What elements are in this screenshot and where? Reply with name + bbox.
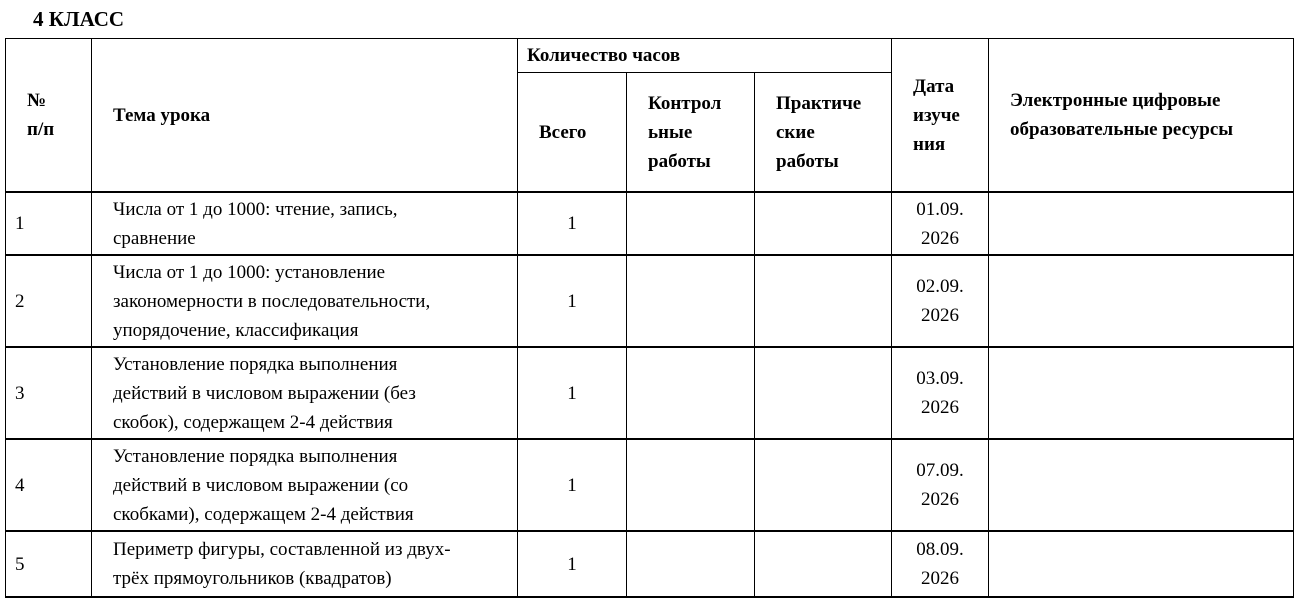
header-study-date: Дата изуче ния: [892, 39, 989, 193]
row-number: 2: [6, 255, 92, 347]
header-topic: Тема урока: [92, 39, 518, 193]
practical-works: [755, 192, 892, 255]
lesson-schedule-table: [5, 38, 1294, 598]
practical-works: [755, 255, 892, 347]
total-hours: 1: [518, 531, 627, 597]
row-number: 4: [6, 439, 92, 531]
header-control-works: Контрол ьные работы: [627, 73, 755, 193]
total-hours: 1: [518, 192, 627, 255]
control-works: [627, 347, 755, 439]
study-date: 02.09. 2026: [892, 255, 989, 347]
control-works: [627, 255, 755, 347]
header-number: № п/п: [6, 39, 92, 193]
control-works: [627, 439, 755, 531]
control-works: [627, 192, 755, 255]
lesson-topic: Установление порядка выполнения действий в числовом выражении (со скобками), содержащем 2-4 действия: [92, 439, 518, 531]
row-number: 5: [6, 531, 92, 597]
total-hours: 1: [518, 347, 627, 439]
lesson-topic: Числа от 1 до 1000: установление закономерности в последовательности, упорядочение, классификация: [92, 255, 518, 347]
digital-resources: [989, 347, 1294, 439]
lesson-topic: Периметр фигуры, составленной из двух- трёх прямоугольников (квадратов): [92, 531, 518, 597]
header-practical-works: Практиче ские работы: [755, 73, 892, 193]
header-total-hours: Всего: [518, 73, 627, 193]
study-date: 03.09. 2026: [892, 347, 989, 439]
lesson-topic: Числа от 1 до 1000: чтение, запись, сравнение: [92, 192, 518, 255]
practical-works: [755, 347, 892, 439]
lesson-topic: Установление порядка выполнения действий в числовом выражении (без скобок), содержащем 2-4 действия: [92, 347, 518, 439]
digital-resources: [989, 531, 1294, 597]
total-hours: 1: [518, 439, 627, 531]
table-row: [6, 347, 1294, 439]
study-date: 08.09. 2026: [892, 531, 989, 597]
table-row: [6, 255, 1294, 347]
table-row: [6, 531, 1294, 597]
header-hours-count: Количество часов: [518, 39, 892, 73]
control-works: [627, 531, 755, 597]
practical-works: [755, 439, 892, 531]
table-header: [6, 39, 1294, 193]
practical-works: [755, 531, 892, 597]
header-digital-resources: Электронные цифровые образовательные ресурсы: [989, 39, 1294, 193]
total-hours: 1: [518, 255, 627, 347]
digital-resources: [989, 439, 1294, 531]
table-row: [6, 439, 1294, 531]
row-number: 1: [6, 192, 92, 255]
page-title: 4 КЛАСС: [33, 7, 125, 31]
header-row-1: [6, 39, 1294, 73]
study-date: 07.09. 2026: [892, 439, 989, 531]
digital-resources: [989, 192, 1294, 255]
study-date: 01.09. 2026: [892, 192, 989, 255]
row-number: 3: [6, 347, 92, 439]
table-body: [6, 192, 1294, 597]
digital-resources: [989, 255, 1294, 347]
table-row: [6, 192, 1294, 255]
